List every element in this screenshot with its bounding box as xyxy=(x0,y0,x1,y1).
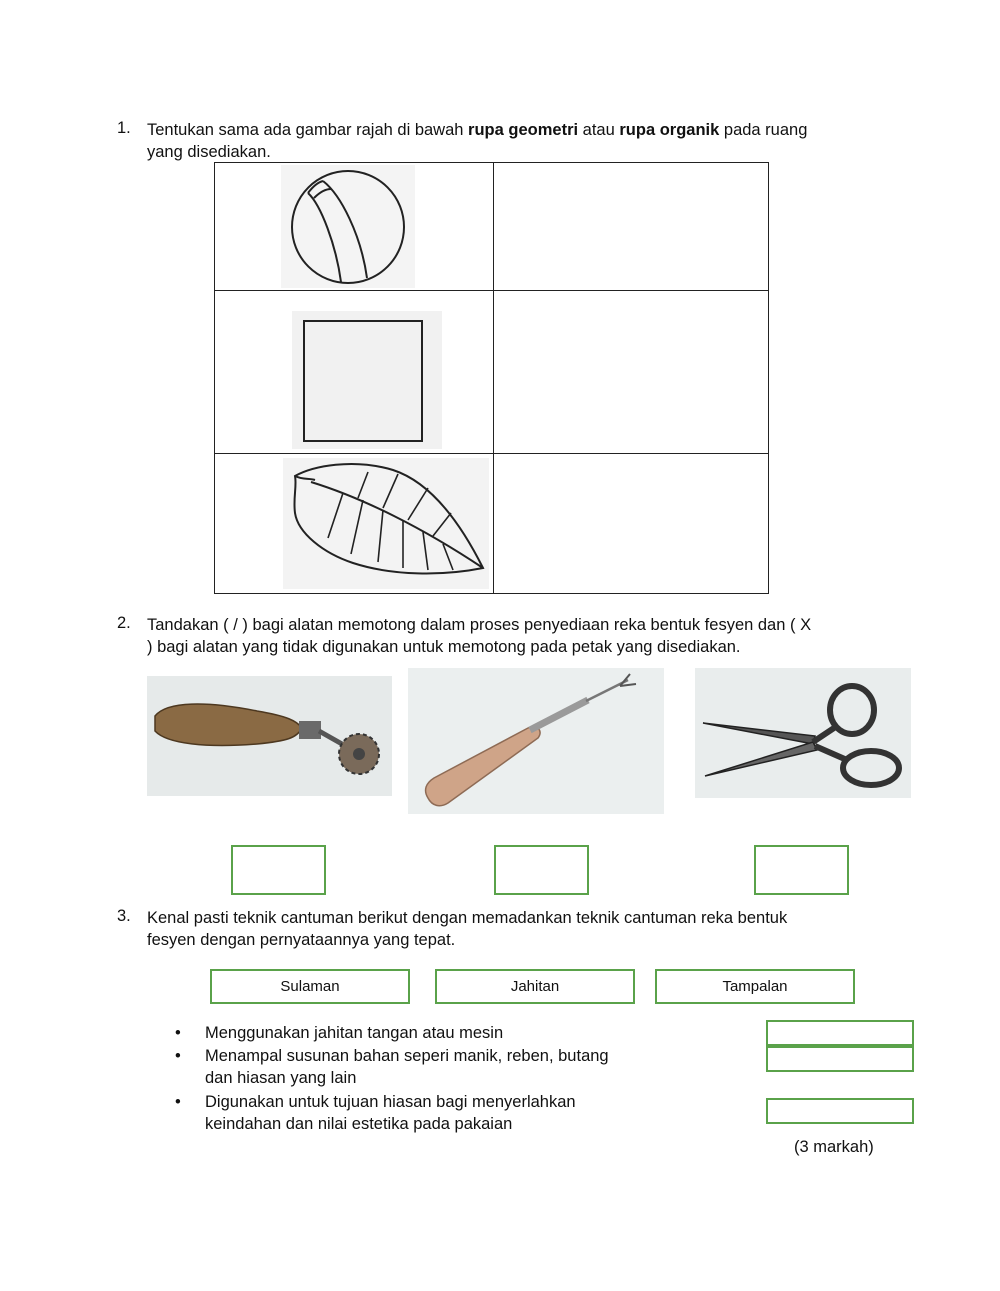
q1-text-b: atau xyxy=(578,121,620,139)
q1-text-c: pada ruang xyxy=(719,121,808,139)
q1-bold-a: rupa geometri xyxy=(468,121,579,139)
q3-line2: fesyen dengan pernyataannya yang tepat. xyxy=(147,931,456,949)
tracing-wheel-image xyxy=(147,676,392,796)
shape-cell-leaf xyxy=(215,454,494,594)
option-jahitan[interactable]: Jahitan xyxy=(435,969,635,1004)
option-tampalan[interactable]: Tampalan xyxy=(655,969,855,1004)
bullet-3: • xyxy=(175,1093,181,1111)
tick-box-seam-ripper[interactable] xyxy=(494,845,589,895)
marks-label: (3 markah) xyxy=(794,1138,874,1156)
statement-2-line1: Menampal susunan bahan seperi manik, reben, butang xyxy=(205,1047,609,1065)
tick-box-tracing-wheel[interactable] xyxy=(231,845,326,895)
scissors-icon xyxy=(695,668,911,798)
tracing-wheel-icon xyxy=(147,676,392,796)
q1-number: 1. xyxy=(117,119,131,137)
shape-table xyxy=(214,162,769,594)
statement-1-line1: Menggunakan jahitan tangan atau mesin xyxy=(205,1024,504,1042)
q3-number: 3. xyxy=(117,907,131,925)
bullet-2: • xyxy=(175,1047,181,1065)
answer-cell-ball[interactable] xyxy=(494,163,769,291)
square-image xyxy=(292,311,442,449)
answer-cell-square[interactable] xyxy=(494,291,769,454)
statement-2-line2: dan hiasan yang lain xyxy=(205,1069,357,1087)
answer-box-statement-1[interactable] xyxy=(766,1020,914,1046)
q1-bold-b: rupa organik xyxy=(619,121,720,139)
tick-box-scissors[interactable] xyxy=(754,845,849,895)
q1-text-a: Tentukan sama ada gambar rajah di bawah xyxy=(147,121,469,139)
q2-line1: Tandakan ( / ) bagi alatan memotong dalam proses penyediaan reka bentuk fesyen dan ( X xyxy=(147,616,812,634)
q3-text xyxy=(147,907,907,951)
statement-3-line1: Digunakan untuk tujuan hiasan bagi menyerlahkan xyxy=(205,1093,576,1111)
seam-ripper-icon xyxy=(408,668,664,814)
ball-icon xyxy=(281,165,415,288)
square-icon xyxy=(292,311,442,449)
q2-line2: ) bagi alatan yang tidak digunakan untuk memotong pada petak yang disediakan. xyxy=(147,638,741,656)
ball-image xyxy=(281,165,415,288)
q1-line2: yang disediakan. xyxy=(147,143,271,161)
shape-cell-ball xyxy=(215,163,494,291)
option-sulaman[interactable]: Sulaman xyxy=(210,969,410,1004)
q3-line1: Kenal pasti teknik cantuman berikut dengan memadankan teknik cantuman reka bentuk xyxy=(147,909,788,927)
bullet-1: • xyxy=(175,1024,181,1042)
seam-ripper-image xyxy=(408,668,664,814)
q2-text xyxy=(147,614,907,658)
leaf-image xyxy=(283,458,489,589)
answer-cell-leaf[interactable] xyxy=(494,454,769,594)
q1-text xyxy=(147,119,887,163)
scissors-image xyxy=(695,668,911,798)
leaf-icon xyxy=(283,458,489,589)
answer-box-statement-3[interactable] xyxy=(766,1098,914,1124)
answer-box-statement-2[interactable] xyxy=(766,1046,914,1072)
statement-3-line2: keindahan dan nilai estetika pada pakaian xyxy=(205,1115,513,1133)
q2-number: 2. xyxy=(117,614,131,632)
shape-cell-square xyxy=(215,291,494,454)
